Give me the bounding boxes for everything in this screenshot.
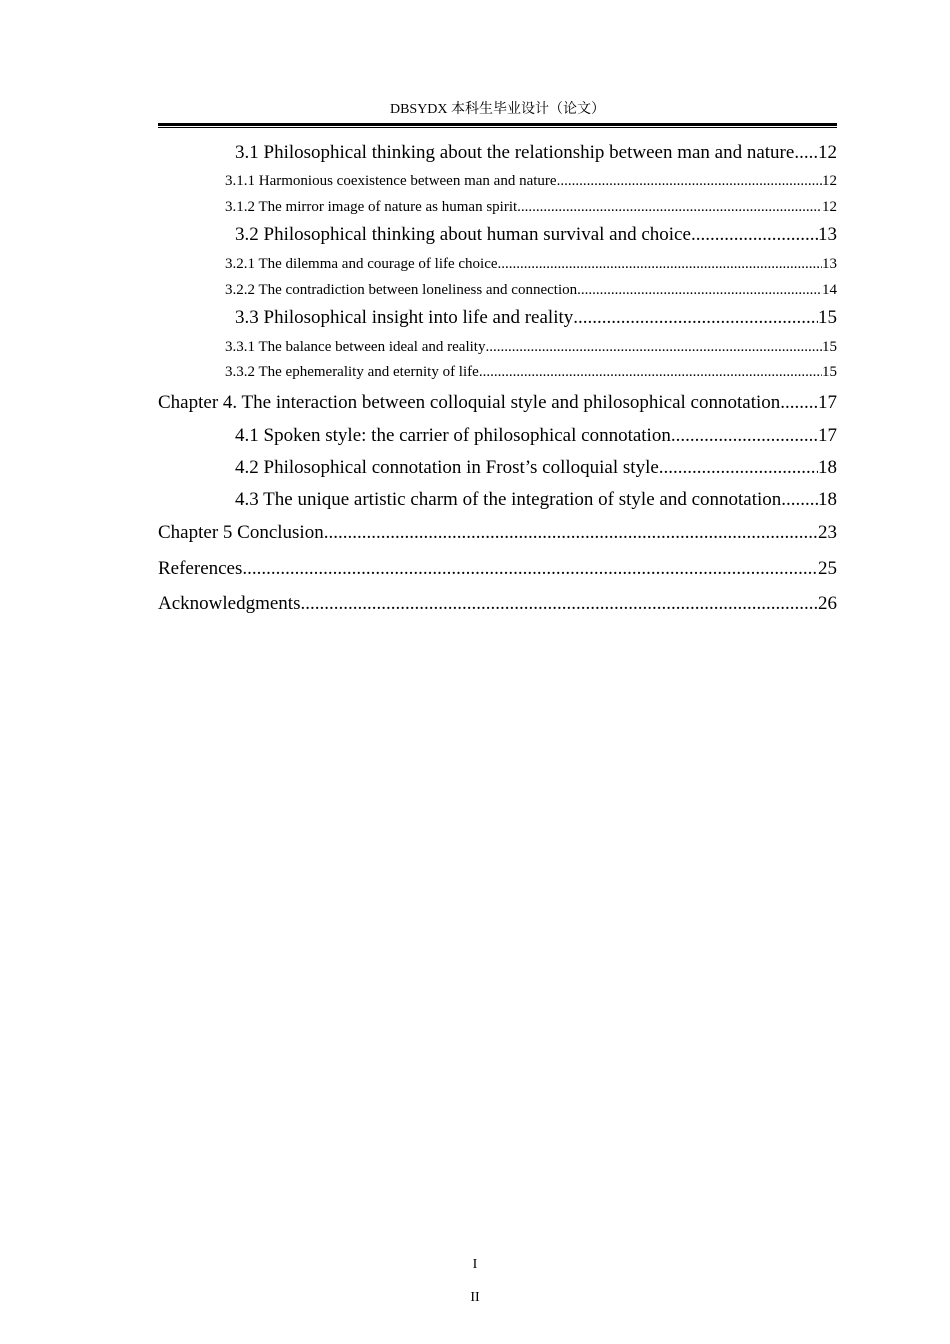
toc-entry-page: 17 (818, 425, 837, 446)
toc-leader-dots (780, 391, 818, 415)
toc-entry-title: 3.3 Philosophical insight into life and reality (235, 307, 574, 328)
toc-entry-3-2-2[interactable] (225, 280, 837, 300)
page-header: DBSYDX 本科生毕业设计（论文） (389, 102, 606, 117)
toc-entry-page: 26 (818, 593, 837, 614)
toc-leader-dots (498, 254, 822, 274)
footer-page-number-i: I (472, 1257, 478, 1272)
toc-entry-page: 18 (818, 489, 837, 510)
toc-entry-page: 15 (818, 307, 837, 328)
toc-entry-3-2[interactable] (235, 223, 837, 247)
toc-leader-dots (517, 197, 822, 217)
toc-leader-dots (671, 424, 818, 448)
toc-entry-chapter-5[interactable] (158, 521, 837, 545)
toc-entry-3-1-2[interactable] (225, 197, 837, 217)
toc-entry-title: 4.1 Spoken style: the carrier of philosophical connotation (235, 425, 671, 446)
toc-leader-dots (577, 280, 822, 300)
toc-leader-dots (794, 141, 818, 165)
toc-entry-3-3-1[interactable] (225, 337, 837, 357)
toc-entry-acknowledgments[interactable] (158, 592, 837, 616)
toc-entry-page: 17 (818, 392, 837, 413)
toc-leader-dots (479, 362, 822, 382)
table-of-contents (158, 0, 837, 640)
footer-page-number-ii: II (470, 1290, 480, 1305)
toc-entry-chapter-4[interactable] (158, 391, 837, 415)
toc-entry-page: 14 (822, 282, 837, 298)
toc-entry-title: 3.2.1 The dilemma and courage of life choice (225, 256, 498, 272)
toc-entry-3-1[interactable] (235, 141, 837, 165)
toc-entry-3-3[interactable] (235, 306, 837, 330)
toc-leader-dots (691, 223, 818, 247)
toc-entry-page: 15 (822, 364, 837, 380)
toc-entry-title: Chapter 5 Conclusion (158, 522, 324, 543)
toc-leader-dots (324, 521, 818, 545)
toc-leader-dots (300, 592, 818, 616)
toc-leader-dots (485, 337, 822, 357)
toc-entry-title: 3.3.2 The ephemerality and eternity of life (225, 364, 479, 380)
toc-entry-4-1[interactable] (235, 424, 837, 448)
toc-entry-title: 3.1.2 The mirror image of nature as human spirit (225, 199, 518, 215)
toc-entry-page: 12 (818, 142, 837, 163)
toc-entry-title: 3.1 Philosophical thinking about the relationship between man and nature (235, 142, 795, 163)
toc-leader-dots (242, 557, 818, 581)
toc-entry-page: 12 (822, 173, 837, 189)
toc-entry-page: 23 (818, 522, 837, 543)
toc-entry-title: References (158, 558, 243, 579)
toc-entry-title: Chapter 4. The interaction between colloquial style and philosophical connotation (158, 392, 781, 413)
toc-entry-title: 3.2.2 The contradiction between loneliness and connection (225, 282, 578, 298)
toc-leader-dots (573, 306, 818, 330)
toc-leader-dots (659, 456, 818, 480)
toc-entry-title: 4.3 The unique artistic charm of the integration of style and connotation (235, 489, 782, 510)
toc-entry-page: 12 (822, 199, 837, 215)
toc-entry-page: 13 (822, 256, 837, 272)
toc-entry-page: 25 (818, 558, 837, 579)
toc-entry-4-2[interactable] (235, 456, 837, 480)
toc-entry-title: 3.1.1 Harmonious coexistence between man and nature (225, 173, 557, 189)
toc-entry-references[interactable] (158, 557, 837, 581)
toc-entry-title: 3.3.1 The balance between ideal and reality (225, 339, 486, 355)
toc-leader-dots (557, 171, 822, 191)
toc-entry-title: 4.2 Philosophical connotation in Frost’s colloquial style (235, 457, 659, 478)
toc-entry-title: Acknowledgments (158, 593, 301, 614)
toc-entry-3-3-2[interactable] (225, 362, 837, 382)
toc-entry-page: 13 (818, 224, 837, 245)
toc-entry-title: 3.2 Philosophical thinking about human survival and choice (235, 224, 691, 245)
toc-entry-4-3[interactable] (235, 488, 837, 512)
toc-entry-page: 18 (818, 457, 837, 478)
toc-entry-3-1-1[interactable] (225, 171, 837, 191)
toc-entry-page: 15 (822, 339, 837, 355)
toc-entry-3-2-1[interactable] (225, 254, 837, 274)
toc-leader-dots (781, 488, 818, 512)
